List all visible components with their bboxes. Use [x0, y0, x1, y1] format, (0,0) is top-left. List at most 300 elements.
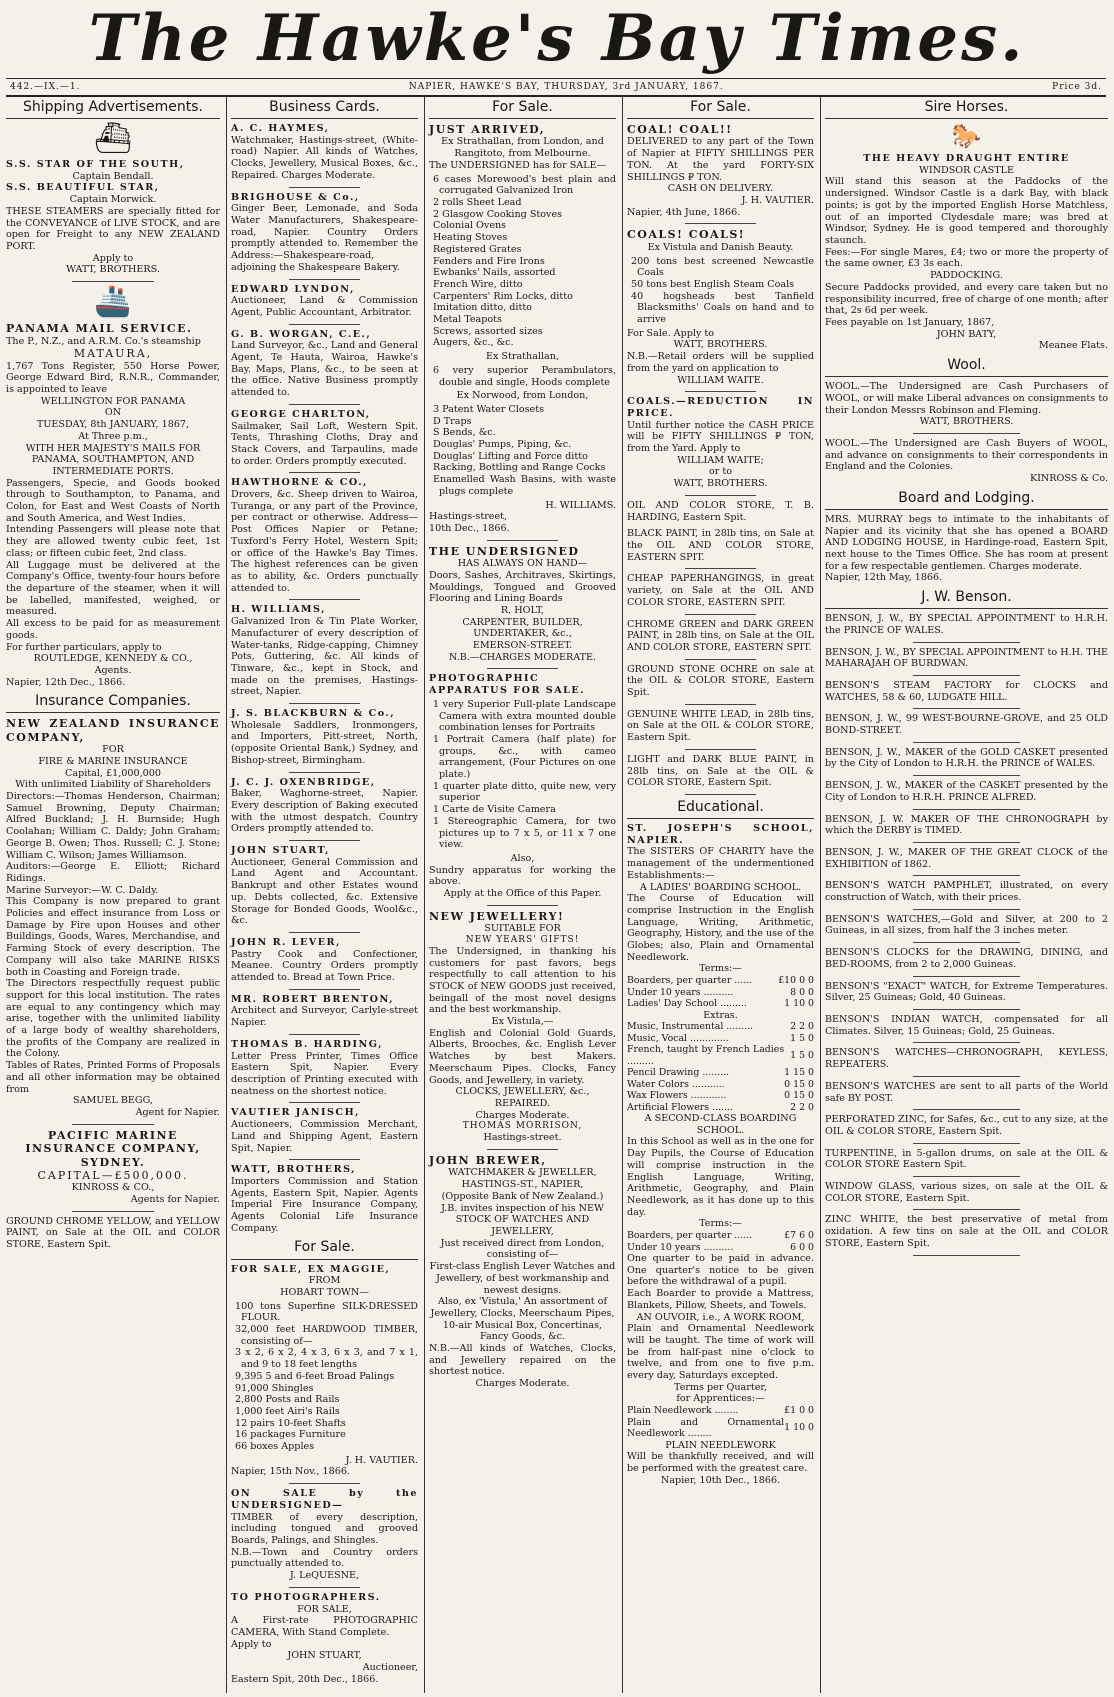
- small-ad: CHROME GREEN and DARK GREEN PAINT, in 28lb tins, on Sale at the OIL AND COLOR STORE, EASTERN SPIT.: [627, 618, 814, 653]
- ad-line: Also,: [510, 852, 535, 864]
- ad-signature: WILLIAM WAITE.: [677, 374, 764, 386]
- card-body: Pastry Cook and Confectioner, Meanee. Country Orders promptly attended to. Bread at Town Price.: [231, 948, 418, 984]
- ad-ex-maggie: [231, 1264, 418, 1479]
- ad-nz-insurance: [6, 717, 220, 1118]
- ad-signature: WATT, BROTHERS.: [919, 416, 1014, 428]
- ad-heading: PACIFIC MARINE INSURANCE COMPANY, SYDNEY.: [25, 1128, 201, 1169]
- section-heading: Wool.: [825, 357, 1108, 377]
- ad-heading: TO PHOTOGRAPHERS.: [231, 1591, 381, 1603]
- ad-heading: THE HEAVY DRAUGHT ENTIRE: [863, 153, 1070, 165]
- draught-horse-cut-icon: 🐎: [951, 122, 982, 151]
- ad-body: Tables of Rates, Printed Forms of Proposals and all other information may be obtained from: [6, 1060, 220, 1095]
- ad-heading: ST. JOSEPH'S SCHOOL, NAPIER.: [627, 823, 814, 846]
- ad-body: GROUND CHROME YELLOW, and YELLOW PAINT, on Sale at the OIL and COLOR STORE, Eastern Spit.: [6, 1215, 220, 1251]
- ad-body: Directors:—Thomas Henderson, Chairman; Samuel Browning, Deputy Chairman; Alfred Buckland; J. H. Burnside; Hugh Coolahan; William C. Daldy; John Graham; George B. Owen; Thos. Russell; C. J. Stone; William C. Wilson; James Williamson.: [6, 791, 220, 861]
- ad-wool-watt: [825, 381, 1108, 428]
- ad-oil-color-store: [627, 500, 814, 523]
- ad-line: Fees payable on 1st January, 1867,: [825, 316, 995, 328]
- business-card: [231, 777, 418, 836]
- ad-body: This Company is now prepared to grant Policies and effect insurance from Loss or Damage by Fire upon Houses and other Buildings, Goods, Wares, Merchandise, and Farming Stock of every description. The Company will also take MARINE RISKS both in Coasting and Foreign trade.: [6, 896, 220, 978]
- ad-body: Until further notice the CASH PRICE will be FIFTY SHILLINGS ₽ TON, from the Yard. Apply to: [627, 419, 814, 455]
- ad-signature: J. H. VAUTIER.: [345, 1454, 418, 1466]
- ad-signature: WATT, BROTHERS.: [673, 339, 768, 351]
- list-item: 32,000 feet HARDWOOD TIMBER, consisting of—: [235, 1324, 418, 1347]
- ad-line: The P., N.Z., and A.R.M. Co.'s steamship: [6, 335, 201, 347]
- ad-date: 10th Dec., 1866.: [429, 522, 510, 534]
- benson-ad: BENSON, J. W., 99 WEST-BOURNE-GROVE, and 25 OLD BOND-STREET.: [825, 713, 1108, 737]
- ad-date: Napier, 15th Nov., 1866.: [231, 1466, 350, 1478]
- card-heading: EDWARD LYNDON,: [231, 283, 355, 295]
- fees-row: [627, 975, 814, 986]
- ad-line: Capital, £1,000,000: [65, 767, 161, 779]
- ad-signature: KINROSS & CO.,: [71, 1182, 155, 1194]
- fee-amount: £7 6 0: [784, 1230, 814, 1242]
- ad-line: FOR SALE,: [297, 1603, 352, 1615]
- ad-date: Napier, 12th Dec., 1866.: [6, 676, 126, 688]
- ad-line: Agents for Napier.: [130, 1194, 220, 1206]
- list-item: 1 very Superior Full-plate Landscape Camera with extra mounted double combination lenses for Portraits: [433, 698, 616, 734]
- list-item: 3 Patent Water Closets: [433, 403, 544, 415]
- benson-ad: BENSON'S CLOCKS for the DRAWING, DINING, and BED-ROOMS, from 2 to 2,000 Guineas.: [825, 947, 1108, 970]
- ad-line: Captain Morwick.: [69, 194, 157, 206]
- fee-label: Ladies' Day School .........: [627, 998, 747, 1010]
- business-card: [231, 409, 418, 468]
- list-item: Screws, assorted sizes: [433, 325, 543, 337]
- ad-line: Ex Strathallan,: [485, 351, 560, 363]
- item-list: [429, 404, 616, 498]
- ad-heading: NEW ZEALAND INSURANCE COMPANY,: [6, 717, 220, 744]
- fees-row: [627, 1090, 814, 1101]
- ad-body: Doors, Sashes, Architraves, Skirtings, Mouldings, Tongued and Grooved Flooring and Lining Boards: [429, 569, 616, 605]
- business-card: [231, 123, 418, 182]
- ad-signature: H. WILLIAMS.: [545, 499, 616, 511]
- ad-coals-reduction: [627, 396, 814, 490]
- list-item: Carpenters' Rim Locks, ditto: [433, 290, 573, 302]
- card-body: Baker, Waghorne-street, Napier. Every description of Baking executed with the utmost despatch. Country Orders promptly attended to.: [231, 788, 418, 835]
- ad-body: Auditors:—George E. Elliott; Richard Ridings.: [6, 861, 220, 884]
- ad-on-sale: [231, 1488, 418, 1582]
- section-heading: Sire Horses.: [825, 99, 1108, 119]
- ad-heading: COAL! COAL!!: [627, 123, 733, 137]
- business-card: [231, 192, 418, 274]
- benson-ad: BENSON'S "EXACT" WATCH, for Extreme Temperatures. Silver, 25 Guineas; Gold, 40 Guineas.: [825, 980, 1108, 1004]
- ad-just-arrived: [429, 123, 616, 535]
- ad-line: TUESDAY, 8th JANUARY, 1867,: [36, 419, 190, 431]
- card-body: Architect and Surveyor, Carlyle-street Napier.: [231, 1005, 418, 1029]
- fee-amount: £1 0 0: [784, 1405, 814, 1417]
- card-heading: G. B. WORGAN, C.E.,: [231, 328, 372, 340]
- fee-amount: 1 10 0: [784, 1422, 814, 1434]
- fees-row: [627, 998, 814, 1009]
- ad-heading: OIL AND COLOR STORE, T. B. HARDING, Eastern Spit.: [627, 499, 814, 523]
- list-item: 1,000 feet Airi's Rails: [235, 1405, 340, 1417]
- ad-heading: ON SALE by the UNDERSIGNED—: [231, 1488, 418, 1511]
- list-item: Ewbanks' Nails, assorted: [433, 267, 556, 279]
- ad-signature: THOMAS MORRISON,: [462, 1121, 583, 1132]
- business-card: [231, 284, 418, 319]
- fees-row: [627, 1044, 814, 1067]
- column-4: [622, 97, 818, 1693]
- item-list: [429, 365, 616, 388]
- ad-subheading: PLAIN NEEDLEWORK: [665, 1439, 776, 1451]
- section-heading: J. W. Benson.: [825, 589, 1108, 609]
- business-card: [231, 937, 418, 984]
- list-item: 6 cases Morewood's best plain and corrugated Galvanized Iron: [433, 173, 616, 197]
- ad-signature: R. HOLT,: [500, 604, 545, 616]
- ad-line: Also, ex 'Vistula,' An assortment of Jewellery, Clocks, Meerschaum Pipes, 10-air Musical Box, Concertinas, Fancy Goods, &c.: [430, 1296, 615, 1343]
- issue-number: 442.—IX.—1.: [10, 81, 81, 92]
- list-item: 2 Glasgow Cooking Stoves: [433, 208, 563, 220]
- ad-body: N.B.—All kinds of Watches, Clocks, and Jewellery repaired on the shortest notice.: [429, 1343, 616, 1378]
- fees-row: [627, 1021, 814, 1032]
- fees-row: [627, 1417, 814, 1440]
- fee-label: French, taught by French Ladies .........: [627, 1044, 785, 1067]
- benson-ad: BENSON, J. W. MAKER OF THE CHRONOGRAPH by which the DERBY is TIMED.: [825, 813, 1108, 837]
- ad-panama-mail: [6, 322, 220, 688]
- fee-amount: 1 5 0: [790, 1032, 814, 1044]
- ad-st-josephs-school: [627, 823, 814, 1486]
- steamship-cut-icon: 🚢: [94, 284, 132, 320]
- card-heading: BRIGHOUSE & Co.,: [231, 191, 360, 203]
- benson-ad: BENSON, J. W., MAKER of the GOLD CASKET presented by the City of London to H.R.H. the PRINCE of WALES.: [825, 746, 1108, 770]
- ad-line: The UNDERSIGNED has for SALE—: [429, 159, 607, 171]
- ad-signature: J. H. VAUTIER.: [741, 195, 814, 206]
- ad-line: Terms:—: [699, 1218, 742, 1230]
- ad-line: FOR: [102, 744, 124, 756]
- ad-body: THESE STEAMERS are specially fitted for the CONVEYANCE of LIVE STOCK, and are open for Freight to any NEW ZEALAND PORT.: [6, 205, 220, 252]
- ad-line: Captain Bendall.: [72, 170, 154, 182]
- ad-new-jewellery: [429, 910, 616, 1144]
- card-heading: HAWTHORNE & CO.,: [231, 477, 368, 489]
- fee-label: Water Colors ...........: [627, 1078, 725, 1090]
- ad-line: WINDSOR CASTLE: [918, 164, 1015, 176]
- ad-line: Apply to: [231, 1638, 272, 1650]
- list-item: Douglas' Lifting and Force ditto: [433, 450, 588, 462]
- card-body: Importers Commission and Station Agents, Eastern Spit, Napier. Agents Imperial Fire Insurance Company, Agents Colonial Life Insurance Company.: [231, 1175, 418, 1234]
- list-item: 1 Carte de Visite Camera: [433, 804, 556, 816]
- ad-line: CAPITAL—£500,000.: [37, 1168, 189, 1182]
- ad-line: FROM: [308, 1275, 341, 1287]
- column-2: [226, 97, 422, 1693]
- card-heading: VAUTIER JANISCH,: [231, 1107, 360, 1119]
- ad-line: or to: [708, 466, 733, 478]
- ad-date: Napier, 4th June, 1866.: [627, 206, 741, 218]
- fee-label: Plain and Ornamental Needlework ........: [627, 1416, 785, 1440]
- fees-row: [627, 1242, 814, 1253]
- small-ad: LIGHT and DARK BLUE PAINT, in 28lb tins, on Sale at the OIL & COLOR STORE, Eastern Spit.: [627, 753, 814, 789]
- ad-body: The SISTERS OF CHARITY have the management of the undermentioned Establishments:—: [627, 846, 814, 881]
- list-item: Enamelled Wash Basins, with waste plugs complete: [433, 474, 616, 497]
- fee-label: Pencil Drawing .........: [627, 1067, 730, 1079]
- list-item: French Wire, ditto: [433, 278, 523, 290]
- fees-table: [627, 1021, 814, 1113]
- fee-amount: 8 0 0: [790, 986, 814, 998]
- ad-line: Terms per Quarter,: [674, 1381, 767, 1393]
- issue-date: NAPIER, HAWKE'S BAY, THURSDAY, 3rd JANUARY, 1867.: [408, 81, 724, 92]
- benson-ad: BENSON'S WATCH PAMPHLET, illustrated, on every construction of Watch, with their prices.: [825, 880, 1108, 904]
- fees-table: [627, 975, 814, 1009]
- list-item: 1 Portrait Camera (half plate) for groups, &c., with cameo arrangement, (Four Pictures on one plate.): [433, 733, 616, 781]
- ad-subheading: A SECOND-CLASS BOARDING SCHOOL.: [644, 1113, 797, 1136]
- ad-windsor-castle: [825, 153, 1108, 352]
- ad-photographic-apparatus: [429, 673, 616, 899]
- fees-table: [627, 1230, 814, 1253]
- ad-line: WELLINGTON FOR PANAMA: [40, 395, 186, 407]
- fee-amount: 2 2 0: [790, 1021, 814, 1033]
- ad-line: With unlimited Liability of Shareholders: [15, 779, 211, 791]
- ad-line: Hastings-street,: [429, 511, 508, 523]
- fees-row: [627, 987, 814, 998]
- ad-body: Secure Paddocks provided, and every care taken but no responsibility incurred, free of charge of one month; after that, 2s 6d per week.: [825, 281, 1108, 317]
- ad-coal: [627, 123, 814, 218]
- ad-star-of-the-south: [6, 159, 220, 276]
- ad-body: Plain and Ornamental Needlework will be taught. The time of work will be from half-past nine o'clock to twelve, and from one to five p.m. every day, Saturdays excepted.: [627, 1323, 814, 1382]
- dateline: [6, 78, 1106, 97]
- ad-pacific-marine: [6, 1129, 220, 1206]
- card-body: Galvanized Iron & Tin Plate Worker, Manufacturer of every description of Water-tanks, Ridge-capping, Chimney Pots, Guttering, &c. All kinds of Tinware, &c., kept in Stock, and made on the premises, Hastings-street, Napier.: [231, 616, 418, 698]
- fees-row: [627, 1079, 814, 1090]
- ad-holt: [429, 545, 616, 664]
- section-heading: Board and Lodging.: [825, 490, 1108, 510]
- fee-label: Under 10 years ..........: [627, 1241, 734, 1253]
- business-card: [231, 1107, 418, 1154]
- list-item: 91,000 Shingles: [235, 1382, 314, 1394]
- small-ad: BLACK PAINT, in 28lb tins, on Sale at the OIL AND COLOR STORE, EASTERN SPIT.: [627, 528, 814, 563]
- ad-heading: PHOTOGRAPHIC APPARATUS FOR SALE.: [429, 673, 586, 697]
- card-heading: H. WILLIAMS,: [231, 604, 326, 616]
- list-item: S Bends, &c.: [433, 427, 496, 439]
- card-heading: JOHN STUART,: [231, 845, 330, 857]
- ad-subheading: AN OUVOIR, i.e., A WORK ROOM,: [636, 1311, 805, 1323]
- list-item: 200 tons best screened Newcastle Coals: [631, 255, 814, 279]
- ad-line: Just received direct from London, consisting of—: [440, 1237, 605, 1261]
- ad-line: ON: [104, 407, 122, 419]
- ad-heading: S.S. BEAUTIFUL STAR,: [6, 182, 160, 194]
- business-card: [231, 604, 418, 698]
- card-body: Wholesale Saddlers, Ironmongers, and Importers, Pitt-street, North, (opposite Oriental Bank,) Sydney, and Bishop-street, Birmingham.: [231, 719, 418, 766]
- ad-line: Ex Norwood, from London,: [456, 390, 589, 402]
- ad-heading: S.S. STAR OF THE SOUTH,: [6, 159, 185, 171]
- card-heading: A. C. HAYMES,: [231, 123, 330, 135]
- fee-amount: 1 15 0: [784, 1067, 814, 1079]
- section-heading: Insurance Companies.: [6, 693, 220, 713]
- ad-body: Intending Passengers will please note that they are allowed twenty cubic feet, 1st class; or fifteen cubic feet, 2nd class.: [6, 524, 220, 559]
- column-1: [2, 97, 224, 1693]
- ad-line: CARPENTER, BUILDER, UNDERTAKER, &c.,: [462, 616, 583, 640]
- list-item: 1 quarter plate ditto, quite new, very superior: [433, 780, 616, 804]
- ad-heading: THE UNDERSIGNED: [429, 544, 580, 558]
- section-heading: Educational.: [627, 799, 814, 819]
- card-heading: THOMAS B. HARDING,: [231, 1038, 383, 1050]
- masthead-title: The Hawke's Bay Times.: [88, 1, 1026, 76]
- list-item: 66 boxes Apples: [235, 1441, 315, 1453]
- business-card: [231, 477, 418, 594]
- benson-ad: BENSON'S STEAM FACTORY for CLOCKS and WATCHES, 58 & 60, LUDGATE HILL.: [825, 679, 1108, 703]
- ad-line: SUITABLE FOR: [484, 923, 561, 935]
- list-item: Metal Teapots: [433, 314, 502, 326]
- card-body: Letter Press Printer, Times Office Eastern Spit, Napier. Every description of Printing executed with neatness on the shortest notice.: [231, 1050, 418, 1097]
- ad-body: The Directors respectfully request public support for this local institution. The rates are equal to any contingency which may arise, together with the unlimited liability of a large body of wealthy shareholders, the profits of the Company are realized in the Colony.: [6, 978, 220, 1060]
- business-card: [231, 994, 418, 1029]
- card-heading: GEORGE CHARLTON,: [231, 408, 371, 420]
- small-ad: TURPENTINE, in 5-gallon drums, on sale at the OIL & COLOR STORE Eastern Spit.: [825, 1147, 1108, 1171]
- steamship-cut-icon: ⛴: [93, 121, 133, 157]
- ad-heading: MATAURA,: [73, 347, 153, 361]
- small-ad: GENUINE WHITE LEAD, in 28lb tins, on Sale at the OIL & COLOR STORE, Eastern Spit.: [627, 708, 814, 744]
- ad-line: Ex Strathallan, from London, and Rangitoto, from Melbourne.: [441, 136, 604, 160]
- ad-heading: PANAMA MAIL SERVICE.: [6, 322, 193, 336]
- card-body: Sailmaker, Sail Loft, Western Spit. Tents, Thrashing Cloths, Dray and Stack Covers, and Tarpaulins, made to order. Orders promptly executed.: [231, 420, 418, 467]
- ad-body: A First-rate PHOTOGRAPHIC CAMERA, With Stand Complete.: [231, 1615, 418, 1638]
- ad-body: N.B.—Town and Country orders punctually attended to.: [231, 1546, 418, 1570]
- ad-body: For further particulars, apply to: [6, 641, 162, 653]
- ad-line: Agent for Napier.: [135, 1107, 220, 1118]
- ad-body: English and Colonial Gold Guards, Alberts, Brooches, &c. English Lever Watches by best Makers. Meerschaum Pipes. Clocks, Fancy Goods, and Jewellery, in variety.: [429, 1027, 616, 1086]
- card-body: Ginger Beer, Lemonade, and Soda Water Manufacturers, Shakespeare-road, Napier. Country Orders promptly attended to. Remember the Address:—Shakespeare-road, adjoining the Shakespeare Bakery.: [231, 203, 418, 273]
- fee-amount: 0 15 0: [784, 1078, 814, 1090]
- ad-body: Will be thankfully received, and will be performed with the greatest care.: [627, 1451, 814, 1474]
- list-item: D Traps: [433, 415, 472, 427]
- fees-row: [627, 1102, 814, 1113]
- small-ad: ZINC WHITE, the best preservative of metal from oxidation. A few tins on sale at the OIL and COLOR STORE, Eastern Spit.: [825, 1214, 1108, 1249]
- list-item: 2 rolls Sheet Lead: [433, 197, 522, 208]
- ad-body: Fees:—For single Mares, £4; two or more the property of the same owner, £3 3s each.: [825, 246, 1108, 270]
- ad-date: Napier, 10th Dec., 1866.: [660, 1474, 781, 1486]
- list-item: 12 pairs 10-feet Shafts: [235, 1417, 346, 1429]
- ad-signature: WILLIAM WAITE;: [677, 454, 764, 466]
- ad-body: WOOL.—The Undersigned are Cash Buyers of WOOL, and advance on consignments to their correspondents in England and the Colonies.: [825, 437, 1108, 473]
- list-item: 100 tons Superfine SILK-DRESSED FLOUR.: [235, 1300, 418, 1324]
- fees-table: [627, 1405, 814, 1439]
- ad-line: Ex Vistula and Danish Beauty.: [647, 241, 794, 253]
- ad-signature: KINROSS & Co.: [1029, 473, 1108, 485]
- fee-label: Artificial Flowers .......: [627, 1101, 733, 1113]
- fees-row: [627, 1230, 814, 1241]
- ad-board-lodging: [825, 514, 1108, 584]
- item-list: [231, 1301, 418, 1453]
- list-item: 6 very superior Perambulators, double and single, Hoods complete: [433, 364, 616, 388]
- fee-label: Music, Vocal .............: [627, 1032, 729, 1044]
- ad-signature: J. LeQUESNE,: [289, 1570, 360, 1582]
- ad-line: HAS ALWAYS ON HAND—: [457, 558, 588, 570]
- ad-signature: WATT, BROTHERS.: [673, 478, 768, 490]
- ad-line: For Sale. Apply to: [627, 327, 715, 339]
- list-item: Colonial Ovens: [433, 220, 507, 232]
- section-heading: Shipping Advertisements.: [6, 99, 220, 119]
- ad-date: Eastern Spit, 20th Dec., 1866.: [231, 1673, 379, 1685]
- ad-body: One quarter to be paid in advance. One quarter's notice to be given before the withdrawal of a pupil.: [627, 1252, 814, 1288]
- fee-amount: 0 15 0: [784, 1090, 814, 1102]
- list-item: 3 x 2, 6 x 2, 4 x 3, 6 x 3, and 7 x 1, and 9 to 18 feet lengths: [235, 1347, 418, 1371]
- ad-body: Marine Surveyor:—W. C. Daldy.: [6, 884, 159, 896]
- card-heading: JOHN R. LEVER,: [231, 936, 341, 948]
- fees-row: [627, 1067, 814, 1078]
- section-heading: For Sale.: [429, 99, 616, 119]
- list-item: 40 hogsheads best Tanfield Blacksmiths' Coals on hand and to arrive: [631, 290, 814, 326]
- ad-wool-kinross: [825, 438, 1108, 485]
- ad-line: Sundry apparatus for working the above.: [429, 864, 616, 888]
- ad-line: First-class English Lever Watches and Jewellery, of best workmanship and newest designs.: [429, 1261, 616, 1296]
- ad-line: HASTINGS-ST., NAPIER,: [461, 1179, 584, 1191]
- section-heading: For Sale.: [627, 99, 814, 119]
- fee-amount: 1 10 0: [784, 998, 814, 1010]
- fees-row: [627, 1033, 814, 1044]
- card-body: Drovers, &c. Sheep driven to Wairoa, Turanga, or any part of the Province, per contract or otherwise. Address—Post Offices Napier or Petane; Tuxford's Ferry Hotel, Western Spit; or office of the Hawke's Bay Times. The highest references can be given as to ability, &c. Orders punctually attended to.: [231, 489, 418, 594]
- list-item: Augers, &c., &c.: [433, 337, 514, 349]
- ad-john-brewer: [429, 1154, 616, 1390]
- ad-body: 1,767 Tons Register, 550 Horse Power, George Edward Bird, R.N.R., Commander, is appointed to leave: [6, 360, 220, 396]
- fee-label: Boarders, per quarter ......: [627, 1230, 753, 1242]
- ad-subheading: PADDOCKING.: [930, 270, 1003, 282]
- ad-body: All Luggage must be delivered at the Company's Office, twenty-four hours before the departure of the steamer, when it will be labelled, manifested, weighed, or measured.: [6, 559, 220, 618]
- ad-chrome-yellow: [6, 1216, 220, 1251]
- list-item: Douglas' Pumps, Piping, &c.: [433, 439, 572, 451]
- card-body: Land Surveyor, &c., Land and General Agent, Te Hauta, Wairoa, Hawke's Bay. Maps, Plans, &c., to be seen at the office. Native Business promptly attended to.: [231, 340, 418, 399]
- benson-ad: BENSON, J. W., BY SPECIAL APPOINTMENT to H.R.H. the PRINCE OF WALES.: [825, 613, 1108, 636]
- ad-line: J.B. invites inspection of his NEW STOCK OF WATCHES AND JEWELLERY,: [441, 1202, 604, 1237]
- fee-label: Plain Needlework ........: [627, 1405, 739, 1417]
- ad-signature: JOHN STUART,: [287, 1650, 362, 1662]
- small-ads: [627, 528, 814, 795]
- list-item: 2,800 Posts and Rails: [235, 1394, 340, 1406]
- ad-line: CLOCKS, JEWELLERY, &c., REPAIRED.: [455, 1086, 590, 1109]
- ad-line: (Opposite Bank of New Zealand.): [441, 1190, 604, 1202]
- ad-body: MRS. MURRAY begs to intimate to the inhabitants of Napier and its vicinity that she has opened a BOARD AND LODGING HOUSE, in Hardinge-road, Eastern Spit, next house to the Times Office. She has room at present for a few respectable gentlemen. Charges moderate.: [825, 513, 1108, 572]
- ad-line: N.B.—CHARGES MODERATE.: [448, 651, 597, 663]
- ad-signature: SAMUEL BEGG,: [73, 1095, 153, 1107]
- ad-line: WITH HER MAJESTY'S MAILS FOR PANAMA, SOUTHAMPTON, AND INTERMEDIATE PORTS.: [25, 442, 201, 477]
- ad-body: All excess to be paid for as measurement goods.: [6, 618, 220, 641]
- list-item: Imitation ditto, ditto: [433, 302, 532, 314]
- card-body: Auctioneers, Commission Merchant, Land and Shipping Agent, Eastern Spit, Napier.: [231, 1119, 418, 1154]
- list-item: 1 Stereographic Camera, for two pictures up to 7 x 5, or 11 x 7 one view.: [433, 815, 616, 851]
- small-ad: WINDOW GLASS, various sizes, on sale at the OIL & COLOR STORE, Eastern Spit.: [825, 1181, 1108, 1204]
- small-ads: [825, 1114, 1108, 1255]
- ad-body: Will stand this season at the Paddocks of the undersigned. Windsor Castle is a dark Bay, with black points; is got by the imported English Horse Matchless, out of an imported Clydesdale mare; was bred at Windsor, Sydney. He is good tempered and thoroughly staunch.: [825, 176, 1108, 246]
- ad-subheading: A LADIES' BOARDING SCHOOL.: [639, 881, 802, 893]
- small-ad: CHEAP PAPERHANGINGS, in great variety, on Sale at the OIL AND COLOR STORE, EASTERN SPIT.: [627, 573, 814, 608]
- card-heading: WATT, BROTHERS,: [231, 1164, 356, 1176]
- ad-heading: NEW JEWELLERY!: [429, 909, 565, 923]
- fee-amount: 2 2 0: [790, 1101, 814, 1113]
- fees-row: [627, 1405, 814, 1416]
- ad-line: NEW YEARS' GIFTS!: [465, 934, 580, 945]
- issue-price: Price 3d.: [1052, 81, 1102, 92]
- benson-ad: BENSON'S INDIAN WATCH, compensated for all Climates. Silver, 15 Guineas; Gold, 25 Guineas.: [825, 1013, 1108, 1037]
- column-3: [424, 97, 620, 1693]
- benson-ad: BENSON'S WATCHES—CHRONOGRAPH, KEYLESS, REPEATERS.: [825, 1047, 1108, 1071]
- card-body: Auctioneer, Land & Commission Agent, Public Accountant, Arbitrator.: [231, 295, 418, 318]
- section-heading: For Sale.: [231, 1239, 418, 1259]
- ad-line: EMERSON-STREET.: [472, 640, 573, 652]
- business-card: [231, 1164, 418, 1234]
- card-body: Watchmaker, Hastings-street, (White-road) Napier. All kinds of Watches, Clocks, Jewellery, Musical Boxes, &c., Repaired. Charges Moderate.: [231, 134, 418, 181]
- item-list: [429, 699, 616, 851]
- ad-line: Apply to: [92, 252, 134, 264]
- ad-line: Agents.: [94, 664, 132, 676]
- ad-line: Charges Moderate.: [475, 1378, 570, 1390]
- ad-line: FIRE & MARINE INSURANCE: [38, 755, 188, 767]
- item-list: [627, 256, 814, 326]
- business-card: [231, 845, 418, 927]
- fee-label: Music, Instrumental .........: [627, 1021, 754, 1033]
- ad-line: Apply at the Office of this Paper.: [443, 888, 602, 900]
- ad-body: N.B.—Retail orders will be supplied from the yard on application to: [627, 351, 814, 374]
- column-5: [820, 97, 1112, 1693]
- ad-heading: COALS! COALS!: [627, 228, 746, 242]
- ad-line: At Three p.m.,: [78, 430, 148, 442]
- ad-signature: JOHN BATY,: [936, 328, 997, 340]
